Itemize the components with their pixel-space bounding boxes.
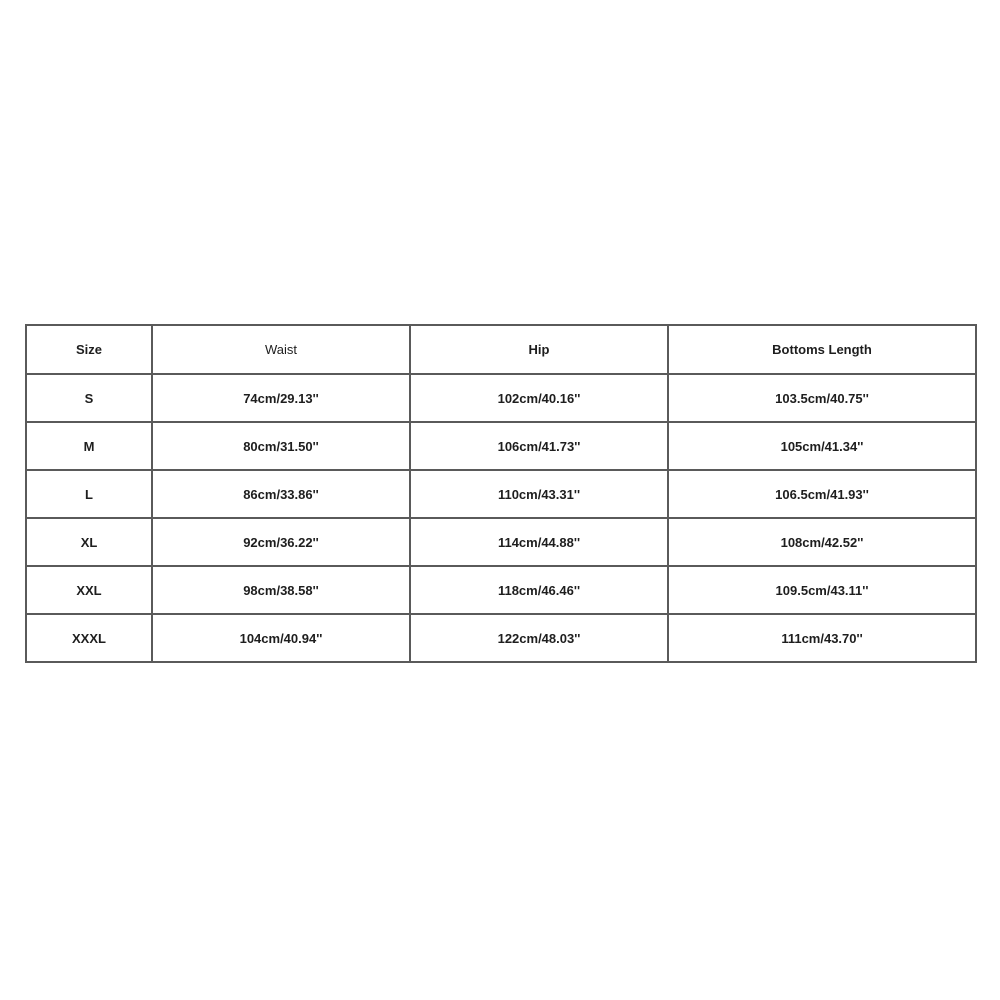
cell-hip: 106cm/41.73'' (410, 422, 668, 470)
header-bottoms-length: Bottoms Length (668, 325, 976, 374)
header-size: Size (26, 325, 152, 374)
cell-size: M (26, 422, 152, 470)
table-header-row (26, 325, 976, 374)
cell-bottoms-length: 106.5cm/41.93'' (668, 470, 976, 518)
cell-waist: 104cm/40.94'' (152, 614, 410, 662)
table-row (26, 518, 976, 566)
header-hip: Hip (410, 325, 668, 374)
cell-waist: 74cm/29.13'' (152, 374, 410, 422)
cell-size: XL (26, 518, 152, 566)
cell-hip: 122cm/48.03'' (410, 614, 668, 662)
cell-bottoms-length: 111cm/43.70'' (668, 614, 976, 662)
cell-size: XXXL (26, 614, 152, 662)
cell-waist: 92cm/36.22'' (152, 518, 410, 566)
cell-bottoms-length: 109.5cm/43.11'' (668, 566, 976, 614)
cell-bottoms-length: 108cm/42.52'' (668, 518, 976, 566)
cell-waist: 98cm/38.58'' (152, 566, 410, 614)
cell-waist: 80cm/31.50'' (152, 422, 410, 470)
cell-size: L (26, 470, 152, 518)
header-waist: Waist (152, 325, 410, 374)
table-row (26, 470, 976, 518)
cell-hip: 114cm/44.88'' (410, 518, 668, 566)
cell-waist: 86cm/33.86'' (152, 470, 410, 518)
cell-hip: 110cm/43.31'' (410, 470, 668, 518)
cell-size: XXL (26, 566, 152, 614)
cell-bottoms-length: 105cm/41.34'' (668, 422, 976, 470)
table-row (26, 422, 976, 470)
size-chart-table (25, 324, 977, 663)
cell-bottoms-length: 103.5cm/40.75'' (668, 374, 976, 422)
table-row (26, 374, 976, 422)
table-row (26, 614, 976, 662)
cell-hip: 118cm/46.46'' (410, 566, 668, 614)
table-row (26, 566, 976, 614)
cell-size: S (26, 374, 152, 422)
cell-hip: 102cm/40.16'' (410, 374, 668, 422)
